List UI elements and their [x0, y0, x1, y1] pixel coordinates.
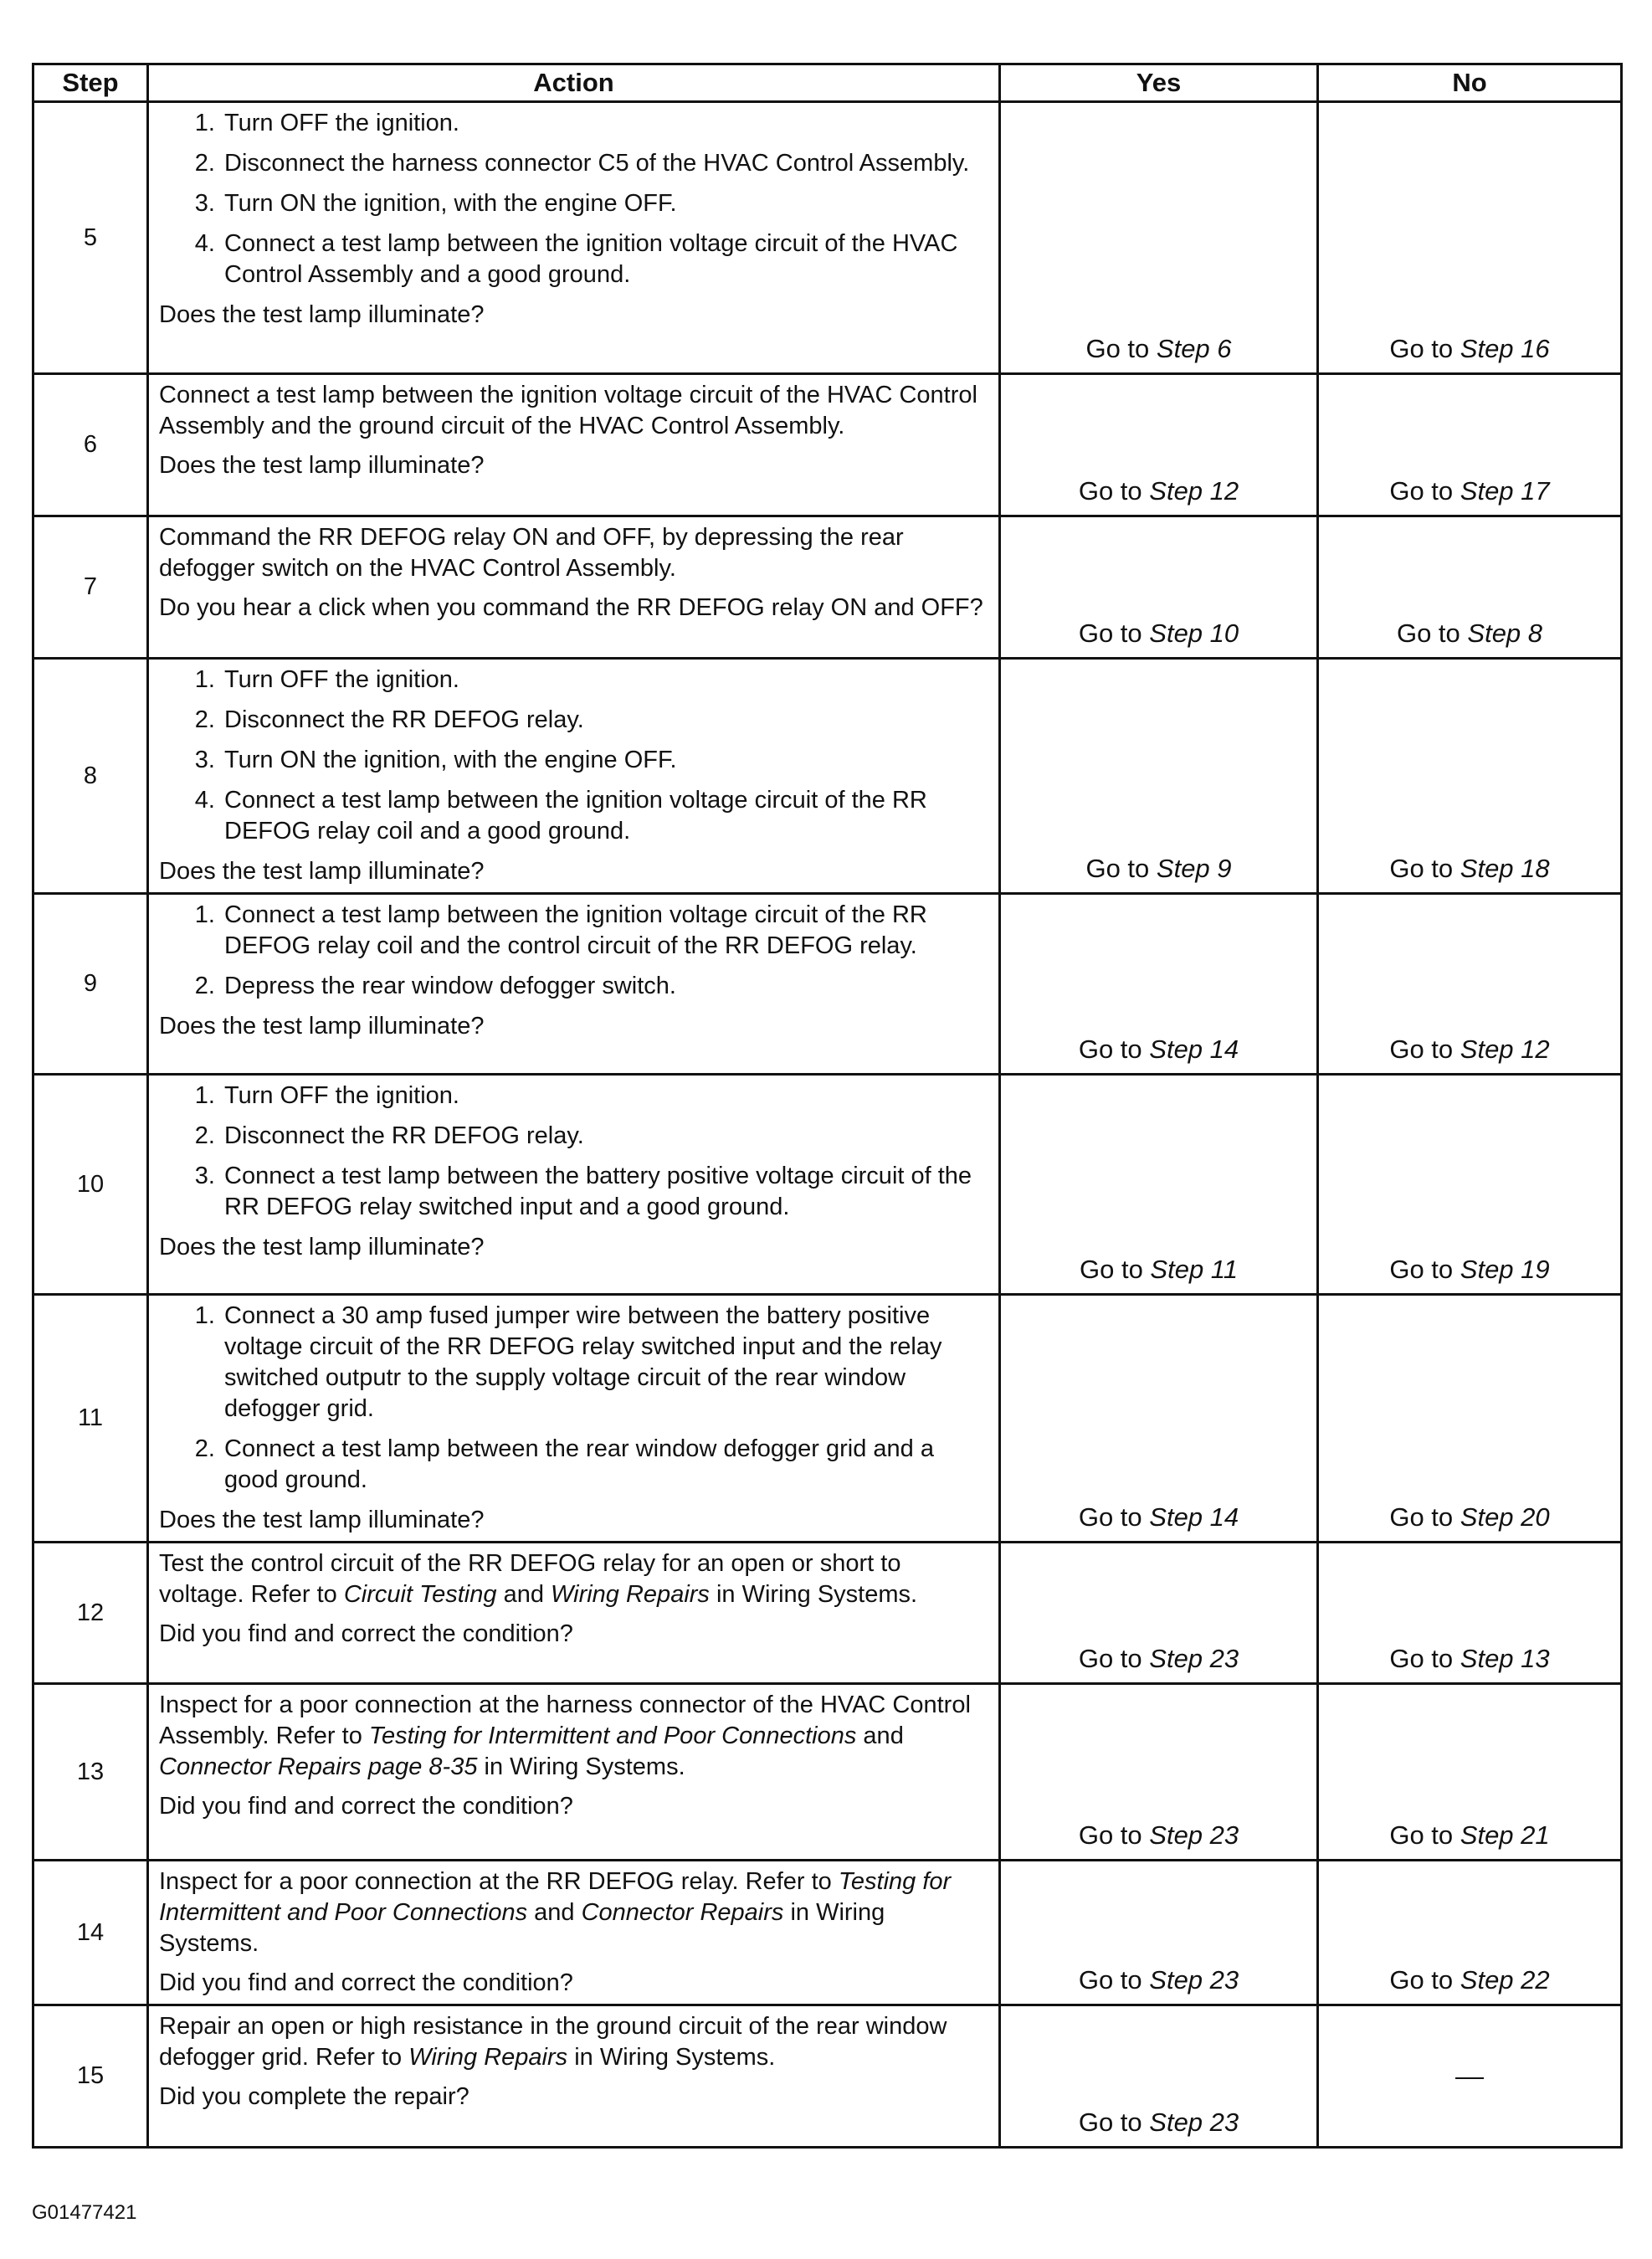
- goto-step-target: Step 11: [1150, 1255, 1238, 1284]
- goto-step-target: Step 23: [1149, 1820, 1239, 1850]
- reference-link-text: Testing for Intermittent and Poor Connections: [368, 1722, 857, 1749]
- step-number: 5: [33, 102, 148, 374]
- action-step-list: [159, 108, 990, 290]
- reference-link-text: Testing for Intermittent and Poor Connections: [159, 1868, 952, 1926]
- instruction-text: in Wiring Systems.: [477, 1753, 685, 1780]
- instruction-text: Test the control circuit of the RR DEFOG relay for an open or short to voltage. Refer to: [159, 1550, 901, 1608]
- goto-step-target: Step 13: [1460, 1644, 1550, 1673]
- yes-result: [1000, 894, 1318, 1075]
- goto-step-target: Step 10: [1149, 619, 1239, 648]
- goto-prefix: Go to: [1078, 476, 1150, 506]
- goto-prefix: Go to: [1078, 619, 1150, 648]
- step-number: 6: [33, 374, 148, 516]
- step-number: 9: [33, 894, 148, 1075]
- action-cell: [148, 1684, 1000, 1861]
- action-instruction: [159, 1548, 990, 1610]
- table-row: [33, 1075, 1622, 1295]
- no-result: [1318, 894, 1622, 1075]
- table-row: [33, 374, 1622, 516]
- goto-step-target: Step 16: [1460, 334, 1550, 363]
- instruction-text: Inspect for a poor connection at the harness connector of the HVAC Control Assembly. Refer to: [159, 1692, 971, 1749]
- action-cell: [148, 516, 1000, 659]
- action-step-list: [159, 1301, 990, 1496]
- no-result: [1318, 374, 1622, 516]
- no-result: [1318, 2005, 1622, 2148]
- goto-step-target: Step 12: [1149, 476, 1239, 506]
- action-step-item: 3. Turn ON the ignition, with the engine OFF.: [222, 745, 990, 776]
- action-cell: [148, 1861, 1000, 2005]
- action-question: Does the test lamp illuminate?: [159, 1013, 485, 1040]
- header-action: Action: [148, 64, 1000, 102]
- goto-step-target: Step 14: [1149, 1035, 1239, 1064]
- table-row: [33, 2005, 1622, 2148]
- step-number: 13: [33, 1684, 148, 1861]
- action-step-item: 1. Turn OFF the ignition.: [222, 665, 990, 696]
- action-step-item: 1. Turn OFF the ignition.: [222, 108, 990, 139]
- step-number: 8: [33, 659, 148, 894]
- no-result: [1318, 1684, 1622, 1861]
- reference-link-text: Connector Repairs: [581, 1899, 784, 1926]
- instruction-text: in Wiring Systems.: [567, 2044, 776, 2071]
- yes-result: [1000, 102, 1318, 374]
- reference-link-text: Wiring Repairs: [551, 1581, 710, 1608]
- action-step-item: 3. Connect a test lamp between the battery positive voltage circuit of the RR DEFOG relay switched input and a good ground.: [222, 1161, 990, 1223]
- action-step-item: 1. Connect a test lamp between the ignition voltage circuit of the RR DEFOG relay coil and the control circuit of the RR DEFOG relay.: [222, 900, 990, 962]
- no-result: [1318, 659, 1622, 894]
- action-step-item: 2. Disconnect the harness connector C5 of the HVAC Control Assembly.: [222, 148, 990, 179]
- goto-step-target: Step 17: [1460, 476, 1550, 506]
- header-yes: Yes: [1000, 64, 1318, 102]
- goto-step-target: Step 21: [1460, 1820, 1550, 1850]
- step-number: 14: [33, 1861, 148, 2005]
- action-question: Did you find and correct the condition?: [159, 1969, 573, 1996]
- goto-step-target: Step 12: [1460, 1035, 1550, 1064]
- no-result: [1318, 102, 1622, 374]
- goto-step-target: Step 6: [1156, 334, 1232, 363]
- instruction-text: Repair an open or high resistance in the ground circuit of the rear window defogger grid. Refer to: [159, 2013, 947, 2071]
- reference-link-text: Wiring Repairs: [408, 2044, 568, 2071]
- action-step-item: 2. Disconnect the RR DEFOG relay.: [222, 1121, 990, 1152]
- action-question: Does the test lamp illuminate?: [159, 858, 485, 885]
- goto-prefix: Go to: [1396, 619, 1468, 648]
- instruction-text: in Wiring Systems.: [159, 1899, 885, 1957]
- goto-step-target: Step 18: [1460, 854, 1550, 883]
- table-row: [33, 1543, 1622, 1684]
- instruction-text: in Wiring Systems.: [709, 1581, 918, 1608]
- goto-prefix: Go to: [1389, 1820, 1460, 1850]
- action-instruction: Connect a test lamp between the ignition voltage circuit of the HVAC Control Assembly and the ground circuit of the HVAC Control Assembly.: [159, 382, 977, 439]
- action-step-list: [159, 665, 990, 847]
- action-question: Does the test lamp illuminate?: [159, 452, 485, 479]
- action-cell: [148, 2005, 1000, 2148]
- goto-prefix: Go to: [1078, 2108, 1150, 2137]
- action-question: Did you find and correct the condition?: [159, 1620, 573, 1647]
- table-row: [33, 1684, 1622, 1861]
- table-row: [33, 659, 1622, 894]
- action-step-item: 2. Depress the rear window defogger switch.: [222, 971, 990, 1002]
- instruction-text: and: [856, 1722, 904, 1749]
- not-applicable-dash: [1455, 2077, 1484, 2079]
- instruction-text: and: [527, 1899, 582, 1926]
- action-cell: [148, 1295, 1000, 1543]
- table-row: [33, 1295, 1622, 1543]
- goto-prefix: Go to: [1078, 1035, 1150, 1064]
- goto-prefix: Go to: [1085, 334, 1157, 363]
- yes-result: [1000, 1684, 1318, 1861]
- action-step-item: 1. Connect a 30 amp fused jumper wire between the battery positive voltage circuit of the RR DEFOG relay switched input and the relay switched outputr to the supply voltage circuit of the rear window defogger grid.: [222, 1301, 990, 1425]
- reference-link-text: Connector Repairs page 8-35: [159, 1753, 478, 1780]
- action-step-item: 2. Connect a test lamp between the rear window defogger grid and a good ground.: [222, 1434, 990, 1496]
- goto-prefix: Go to: [1079, 1255, 1151, 1284]
- step-number: 12: [33, 1543, 148, 1684]
- goto-prefix: Go to: [1389, 1644, 1460, 1673]
- action-cell: [148, 659, 1000, 894]
- step-number: 7: [33, 516, 148, 659]
- action-cell: [148, 894, 1000, 1075]
- table-row: [33, 102, 1622, 374]
- action-question: Does the test lamp illuminate?: [159, 1507, 485, 1533]
- goto-step-target: Step 23: [1149, 1965, 1239, 1995]
- goto-prefix: Go to: [1078, 1820, 1150, 1850]
- header-no: No: [1318, 64, 1622, 102]
- yes-result: [1000, 374, 1318, 516]
- action-question: Did you find and correct the condition?: [159, 1793, 573, 1820]
- goto-prefix: Go to: [1078, 1644, 1150, 1673]
- goto-prefix: Go to: [1389, 854, 1460, 883]
- step-number: 10: [33, 1075, 148, 1295]
- no-result: [1318, 516, 1622, 659]
- action-cell: [148, 102, 1000, 374]
- action-question: Did you complete the repair?: [159, 2083, 469, 2110]
- action-step-item: 3. Turn ON the ignition, with the engine OFF.: [222, 188, 990, 219]
- goto-step-target: Step 22: [1460, 1965, 1550, 1995]
- instruction-text: Inspect for a poor connection at the RR DEFOG relay. Refer to: [159, 1868, 839, 1895]
- action-step-item: 1. Turn OFF the ignition.: [222, 1081, 990, 1112]
- yes-result: [1000, 1075, 1318, 1295]
- no-result: [1318, 1295, 1622, 1543]
- action-question: Does the test lamp illuminate?: [159, 301, 485, 328]
- goto-step-target: Step 8: [1467, 619, 1543, 648]
- yes-result: [1000, 516, 1318, 659]
- table-body: [33, 102, 1622, 2148]
- action-step-item: 4. Connect a test lamp between the ignition voltage circuit of the HVAC Control Assembly and a good ground.: [222, 228, 990, 290]
- table-row: [33, 894, 1622, 1075]
- goto-prefix: Go to: [1389, 334, 1460, 363]
- goto-prefix: Go to: [1085, 854, 1157, 883]
- goto-prefix: Go to: [1389, 1502, 1460, 1532]
- yes-result: [1000, 1295, 1318, 1543]
- yes-result: [1000, 659, 1318, 894]
- no-result: [1318, 1543, 1622, 1684]
- figure-id: G01477421: [32, 2201, 137, 2224]
- goto-step-target: Step 23: [1149, 1644, 1239, 1673]
- action-step-list: [159, 1081, 990, 1223]
- action-instruction: [159, 1690, 990, 1783]
- yes-result: [1000, 2005, 1318, 2148]
- action-instruction: Command the RR DEFOG relay ON and OFF, by depressing the rear defogger switch on the HVAC Control Assembly.: [159, 524, 904, 582]
- action-question: Does the test lamp illuminate?: [159, 1234, 485, 1260]
- action-step-item: 4. Connect a test lamp between the ignition voltage circuit of the RR DEFOG relay coil and a good ground.: [222, 785, 990, 847]
- goto-step-target: Step 20: [1460, 1502, 1550, 1532]
- instruction-text: and: [496, 1581, 552, 1608]
- table-row: [33, 516, 1622, 659]
- goto-prefix: Go to: [1389, 1035, 1460, 1064]
- action-instruction: [159, 1866, 990, 1959]
- yes-result: [1000, 1543, 1318, 1684]
- action-step-item: 2. Disconnect the RR DEFOG relay.: [222, 705, 990, 736]
- reference-link-text: Circuit Testing: [343, 1581, 497, 1608]
- goto-step-target: Step 19: [1460, 1255, 1550, 1284]
- no-result: [1318, 1861, 1622, 2005]
- goto-step-target: Step 9: [1156, 854, 1232, 883]
- goto-step-target: Step 14: [1149, 1502, 1239, 1532]
- yes-result: [1000, 1861, 1318, 2005]
- no-result: [1318, 1075, 1622, 1295]
- step-number: 11: [33, 1295, 148, 1543]
- action-step-list: [159, 900, 990, 1002]
- action-cell: [148, 1075, 1000, 1295]
- goto-step-target: Step 23: [1149, 2108, 1239, 2137]
- action-cell: [148, 374, 1000, 516]
- goto-prefix: Go to: [1078, 1502, 1150, 1532]
- goto-prefix: Go to: [1078, 1965, 1150, 1995]
- action-instruction: [159, 2011, 990, 2073]
- goto-prefix: Go to: [1389, 1255, 1460, 1284]
- diagnostic-table: [32, 63, 1623, 2149]
- header-step: Step: [33, 64, 148, 102]
- action-question: Do you hear a click when you command the RR DEFOG relay ON and OFF?: [159, 594, 983, 621]
- table-row: [33, 1861, 1622, 2005]
- goto-prefix: Go to: [1389, 476, 1460, 506]
- goto-prefix: Go to: [1389, 1965, 1460, 1995]
- action-cell: [148, 1543, 1000, 1684]
- step-number: 15: [33, 2005, 148, 2148]
- header-row: [33, 64, 1622, 102]
